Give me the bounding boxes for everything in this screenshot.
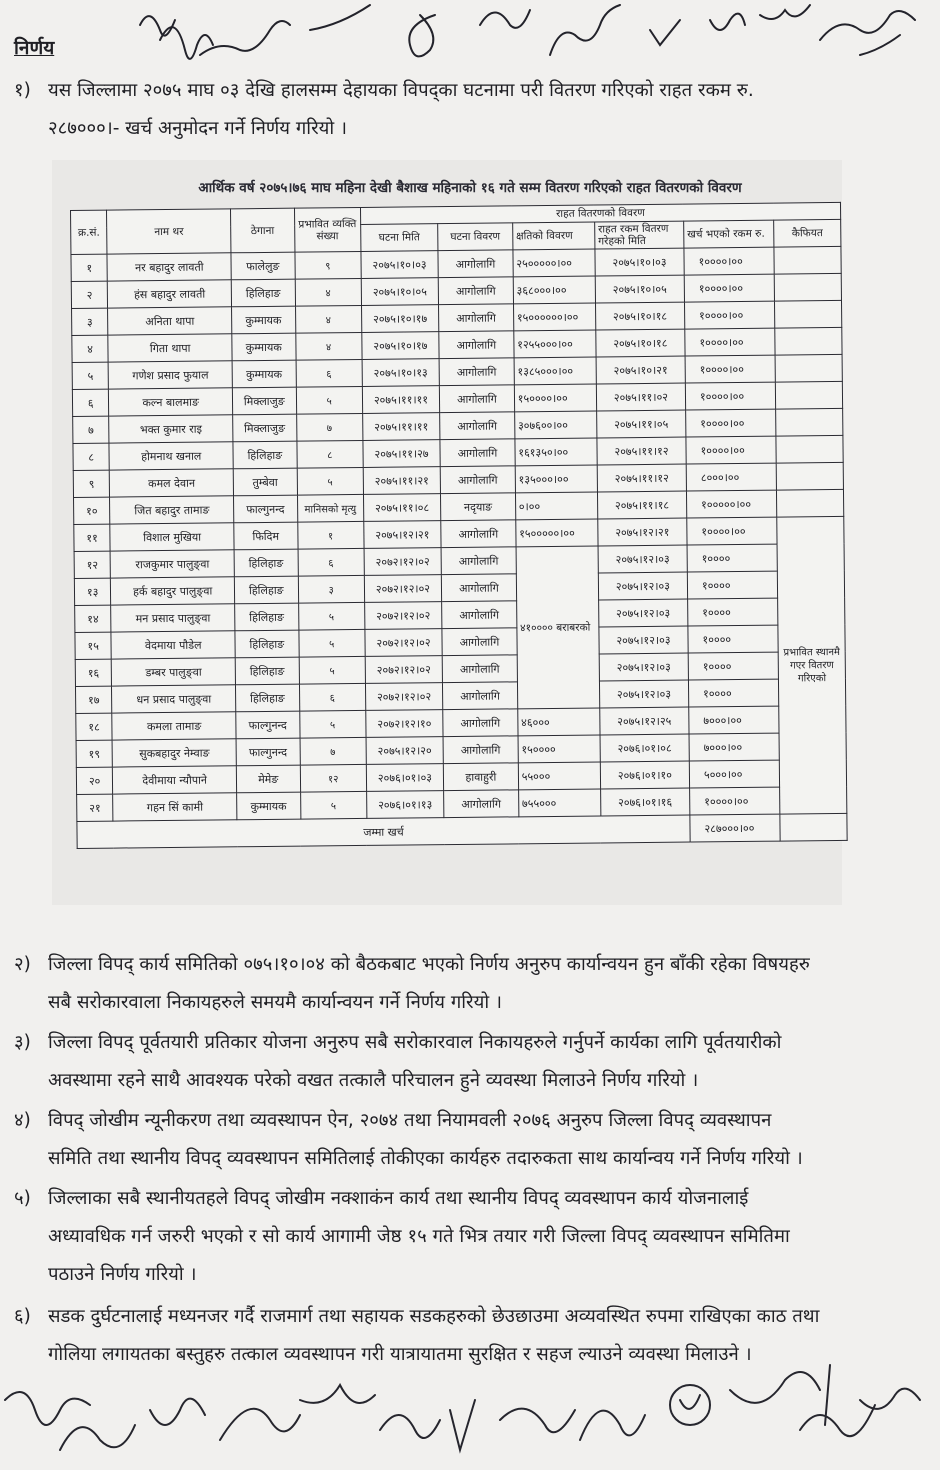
cell-sn: ४	[72, 335, 109, 362]
cell-affected: ४	[295, 305, 362, 333]
cell-event-date: २०७२।१२।०२	[364, 575, 442, 603]
decision-heading: निर्णय	[14, 37, 55, 59]
cell-relief-date: २०७५।११।१२	[597, 464, 686, 492]
table-title: आर्थिक वर्ष २०७५।७६ माघ महिना देखी बैशाख महिनाको १६ गते सम्म वितरण गरिएको राहत वितरणको विवरण	[198, 180, 742, 196]
cell-name: कमला तामाङ	[112, 712, 236, 740]
cell-affected: ५	[298, 602, 365, 630]
paragraph-text: यस जिल्लामा २०७५ माघ ०३ देखि हालसम्म देहायका विपद्का घटनामा परी वितरण गरिएको राहत रकम रु.	[48, 80, 754, 101]
cell-amount: १००००	[688, 652, 778, 680]
paragraph-text: सडक दुर्घटनालाई मध्यनजर गर्दै राजमार्ग तथा सहायक सडकहरुको छेउछाउमा अव्यवस्थित रुपमा राखिएका काठ तथा	[48, 1306, 820, 1327]
paragraph-number: ४)	[14, 1110, 31, 1131]
cell-address: फिदिम	[234, 522, 298, 550]
cell-relief-date: २०७६।०१।०८	[600, 734, 689, 762]
cell-loss: ३०७६००।००	[514, 411, 596, 439]
cell-address: मिक्लाजुङ	[232, 387, 296, 415]
paragraph-number: ५)	[14, 1188, 31, 1209]
top-signatures	[120, 0, 940, 70]
cell-address: हिलिहाङ	[233, 441, 297, 469]
cell-name: डम्बर पालुङ्वा	[112, 658, 236, 686]
cell-loss: १२५५०००।००	[514, 330, 596, 358]
cell-sn: ६	[72, 389, 109, 416]
cell-address: फाल्गुनन्द	[236, 711, 300, 739]
cell-name: अनिता थापा	[108, 307, 232, 335]
cell-relief-date: २०७६।०१।१६	[600, 788, 689, 816]
cell-loss: २५०००००।००	[513, 249, 595, 277]
paragraph-4	[14, 1102, 914, 1178]
cell-remarks	[774, 273, 841, 301]
cell-address: हिलिहाङ	[236, 684, 300, 712]
cell-loss: १५००००००।००	[513, 303, 595, 331]
cell-event-date: २०७२।१२।०२	[364, 602, 442, 630]
paragraph-text: अवस्थामा रहने साथै आवश्यक परेको वखत तत्कालै परिचालन हुने व्यवस्था मिलाउने निर्णय गरियो ।	[48, 1070, 699, 1091]
cell-sn: १३	[74, 578, 111, 605]
cell-amount: ७०००।००	[689, 733, 779, 761]
cell-relief-date: २०७६।०१।१०	[600, 761, 689, 789]
cell-amount: १००००।००	[687, 517, 777, 545]
cell-address: कुम्मायक	[232, 306, 296, 334]
cell-loss: १५०००००।००	[516, 519, 598, 547]
cell-relief-date: २०७५।१२।०३	[599, 653, 688, 681]
cell-sn: ९	[73, 470, 110, 497]
cell-affected: १	[297, 521, 364, 549]
cell-event-type: आगोलागि	[438, 250, 513, 278]
cell-remarks	[777, 489, 844, 517]
cell-event-date: २०७२।१२।१०	[366, 710, 444, 738]
paragraph-text: जिल्ला विपद् पूर्वतयारी प्रतिकार योजना अनुरुप सबै सरोकारवाल निकायहरुले गर्नुपर्ने कार्यका लागि पूर्वतयारीको	[48, 1032, 782, 1053]
cell-affected: ६	[296, 359, 363, 387]
cell-affected: ३	[298, 575, 365, 603]
cell-name: धन प्रसाद पालुङ्वा	[112, 685, 236, 713]
cell-name: वेदमाया पौडेल	[111, 631, 235, 659]
cell-address: हिलिहाङ	[234, 549, 298, 577]
cell-amount: १००००।००	[685, 328, 775, 356]
cell-amount: १००००।००	[686, 436, 776, 464]
cell-remarks-merged: प्रभावित स्थानमै गएर वितरण गरिएको	[777, 516, 847, 814]
paragraph-5	[14, 1180, 914, 1294]
header-amount: खर्च भएको रकम रु.	[684, 220, 774, 248]
cell-remarks	[775, 327, 842, 355]
cell-event-date: २०७५।१०।०५	[361, 278, 439, 306]
cell-event-type: हावाहुरी	[443, 763, 518, 791]
cell-amount: १००००।००	[690, 787, 780, 815]
cell-amount: १००००।००	[686, 409, 776, 437]
cell-event-type: आगोलागि	[440, 412, 515, 440]
cell-sn: १७	[75, 686, 112, 713]
cell-event-date: २०७२।१२।०२	[365, 629, 443, 657]
cell-event-type: आगोलागि	[444, 790, 519, 818]
cell-name: सुकबहादुर नेम्वाङ	[112, 739, 236, 767]
cell-affected: ७	[300, 737, 367, 765]
cell-sn: २	[71, 281, 108, 308]
cell-remarks	[776, 435, 843, 463]
header-address: ठेगाना	[231, 208, 295, 253]
paragraph-text: पठाउने निर्णय गरियो ।	[48, 1264, 197, 1285]
cell-remarks	[776, 408, 843, 436]
cell-relief-date: २०७५।११।०५	[597, 410, 686, 438]
cell-event-date: २०७६।०१।०३	[366, 764, 444, 792]
header-sn: क्र.सं.	[71, 210, 108, 254]
cell-sn: १४	[75, 605, 112, 632]
cell-sn: ३	[72, 308, 109, 335]
paragraph-text: विपद् जोखीम न्यूनीकरण तथा व्यवस्थापन ऐन, २०७४ तथा नियामवली २०७६ अनुरुप जिल्ला विपद् व्यवस्थापन	[48, 1110, 772, 1131]
paragraph-number: ३)	[14, 1032, 31, 1053]
cell-amount: १००००	[688, 625, 778, 653]
cell-address: कुम्मायक	[237, 792, 301, 820]
cell-amount: १००००।००	[685, 355, 775, 383]
cell-event-type: आगोलागि	[443, 736, 518, 764]
cell-sn: १२	[74, 551, 111, 578]
cell-affected: ८	[296, 440, 363, 468]
cell-event-date: २०७५।१०।१७	[361, 305, 439, 333]
header-relief-date: राहत रकम वितरण गरेहको मिति	[595, 221, 684, 249]
cell-affected: मानिसको मृत्यु	[297, 494, 364, 522]
cell-relief-date: २०७५।१०।१८	[595, 302, 684, 330]
cell-relief-date: २०७५।१२।०३	[599, 680, 688, 708]
cell-address: तुम्बेवा	[233, 468, 297, 496]
cell-loss-merged: ४१०००० बराबरको	[516, 546, 600, 709]
cell-affected: ५	[298, 629, 365, 657]
cell-name: गिता थापा	[108, 334, 232, 362]
cell-name: भक्त कुमार राइ	[109, 415, 233, 443]
cell-event-date: २०७५।१२।२१	[364, 521, 442, 549]
cell-name: कल्न बालमाङ	[109, 388, 233, 416]
cell-event-type: आगोलागि	[439, 385, 514, 413]
paragraph-number: २)	[14, 954, 31, 975]
cell-affected: ४	[295, 332, 362, 360]
cell-event-type: आगोलागि	[438, 277, 513, 305]
cell-name: गणेश प्रसाद फुयाल	[108, 361, 232, 389]
table-body	[71, 246, 847, 848]
header-event-date: घटना मिति	[360, 224, 438, 252]
cell-name: जित बहादुर तामाङ	[110, 496, 234, 524]
cell-address: फालेलुङ	[231, 252, 295, 280]
cell-name: हर्क बहादुर पालुङ्वा	[111, 577, 235, 605]
paragraph-text: अध्यावधिक गर्न जरुरी भएको र सो कार्य आगामी जेष्ठ १५ गते भित्र तयार गरी जिल्ला विपद् व्यवस्थापन समितिमा	[48, 1226, 790, 1247]
cell-loss: ०।००	[515, 492, 597, 520]
cell-address: मेमेङ	[236, 765, 300, 793]
cell-event-date: २०७५।१२।२०	[366, 737, 444, 765]
cell-event-date: २०७५।१०।१३	[362, 359, 440, 387]
cell-amount: १००००।००	[684, 247, 774, 275]
cell-loss: ७५५०००	[518, 789, 600, 817]
cell-affected: १२	[300, 764, 367, 792]
cell-affected: ४	[295, 278, 362, 306]
cell-relief-date: २०७५।१०।२१	[596, 356, 685, 384]
cell-amount: ५०००।००	[689, 760, 779, 788]
cell-relief-date: २०७५।१२।०३	[599, 626, 688, 654]
cell-name: नर बहादुर लावती	[107, 253, 231, 281]
cell-affected: ६	[299, 683, 366, 711]
cell-address: कुम्मायक	[232, 360, 296, 388]
cell-address: हिलिहाङ	[235, 603, 299, 631]
cell-address: हिलिहाङ	[234, 576, 298, 604]
cell-amount: १००००	[688, 598, 778, 626]
header-remarks: कैफियत	[774, 219, 841, 247]
cell-name: हंस बहादुर लावती	[108, 280, 232, 308]
cell-amount: १००००	[687, 571, 777, 599]
cell-amount: १००००	[687, 544, 777, 572]
cell-sn: ८	[73, 443, 110, 470]
paragraph-number: ६)	[14, 1306, 31, 1327]
cell-event-date: २०७२।१२।०२	[364, 548, 442, 576]
paragraph-1	[14, 72, 914, 148]
cell-sn: १६	[75, 659, 112, 686]
paragraph-text: सबै सरोकारवाला निकायहरुले समयमै कार्यान्वयन गर्ने निर्णय गरियो ।	[48, 992, 503, 1013]
cell-event-type: आगोलागि	[440, 466, 515, 494]
cell-loss: १३५०००।००	[515, 465, 597, 493]
cell-event-type: आगोलागि	[443, 709, 518, 737]
cell-sn: ११	[74, 524, 111, 551]
cell-event-date: २०७२।१२।०२	[365, 656, 443, 684]
cell-amount: ८०००।००	[686, 463, 776, 491]
cell-sn: ७	[73, 416, 110, 443]
bottom-signatures	[0, 1360, 940, 1470]
cell-sn: २१	[77, 794, 114, 821]
cell-sn: १	[71, 254, 108, 281]
cell-loss: ४६०००	[517, 708, 599, 736]
paragraph-text: २८७०००।- खर्च अनुमोदन गर्ने निर्णय गरियो ।	[48, 118, 348, 139]
cell-relief-date: २०७५।१०।०५	[595, 275, 684, 303]
header-event-type: घटना विवरण	[438, 223, 513, 251]
cell-affected: ७	[296, 413, 363, 441]
cell-amount: १०००००।००	[686, 490, 776, 518]
header-relief-group: राहत वितरणको विवरण	[360, 202, 840, 224]
cell-amount: १००००।००	[684, 301, 774, 329]
cell-loss: १३८५०००।००	[514, 357, 596, 385]
cell-affected: ५	[299, 710, 366, 738]
cell-event-date: २०७५।१०।१७	[362, 332, 440, 360]
cell-address: हिलिहाङ	[235, 630, 299, 658]
cell-loss: ५५०००	[518, 762, 600, 790]
paragraph-number: १)	[14, 80, 31, 101]
cell-relief-date: २०७५।१२।०३	[598, 572, 687, 600]
cell-event-type: आगोलागि	[441, 547, 516, 575]
paragraph-text: जिल्ला विपद् कार्य समितिको ०७५।१०।०४ को बैठकबाट भएको निर्णय अनुरुप कार्यान्वयन हुन बाँकी रहेका विषयहरु	[48, 954, 810, 975]
cell-name: मन प्रसाद पालुङ्वा	[111, 604, 235, 632]
cell-event-type: आगोलागि	[439, 358, 514, 386]
cell-relief-date: २०७५।१०।१८	[596, 329, 685, 357]
cell-amount: १००००	[688, 679, 778, 707]
cell-remarks	[775, 300, 842, 328]
cell-event-date: २०७५।११।२१	[363, 467, 441, 495]
paragraph-2	[14, 946, 914, 1022]
cell-event-date: २०७२।१२।०२	[365, 683, 443, 711]
cell-loss: ३६८०००।००	[513, 276, 595, 304]
cell-affected: ५	[300, 791, 367, 819]
paragraph-text: समिति तथा स्थानीय विपद् व्यवस्थापन समितिलाई तोकीएका कार्यहरु तदारुकता साथ कार्यान्वय गर्ने निर्णय गरियो ।	[48, 1148, 803, 1169]
cell-sn: २०	[76, 767, 113, 794]
cell-event-type: नदृयाङ	[441, 493, 516, 521]
cell-event-type: आगोलागि	[441, 574, 516, 602]
cell-remarks	[775, 381, 842, 409]
cell-address: हिलिहाङ	[231, 279, 295, 307]
cell-amount: १००००।००	[685, 382, 775, 410]
cell-event-date: २०७६।०१।१३	[366, 791, 444, 819]
cell-sn: ५	[72, 362, 109, 389]
relief-distribution-table	[70, 202, 848, 849]
paragraph-text: जिल्लाका सबै स्थानीयतहले विपद् जोखीम नक्शाकंन कार्य तथा स्थानीय विपद् व्यवस्थापन कार्य योजनालाई	[48, 1188, 749, 1209]
cell-name: देवीमाया न्यौपाने	[113, 766, 237, 794]
cell-address: फाल्गुनन्द	[234, 495, 298, 523]
cell-affected: ५	[297, 467, 364, 495]
cell-event-date: २०७५।११।०८	[363, 494, 441, 522]
cell-event-date: २०७५।११।११	[362, 386, 440, 414]
cell-relief-date: २०७५।१२।०३	[598, 545, 687, 573]
cell-affected: ९	[295, 251, 362, 279]
cell-event-type: आगोलागि	[439, 331, 514, 359]
cell-remarks	[774, 246, 841, 274]
header-name: नाम थर	[107, 209, 231, 254]
cell-sn: १०	[74, 497, 111, 524]
total-remarks	[780, 813, 847, 841]
paragraph-3	[14, 1024, 914, 1100]
cell-loss: १५००००।००	[514, 384, 596, 412]
cell-amount: ७०००।००	[689, 706, 779, 734]
cell-relief-date: २०७५।११।१८	[597, 491, 686, 519]
header-affected: प्रभावित व्यक्ति संख्या	[294, 207, 361, 252]
cell-loss: १५००००	[518, 735, 600, 763]
cell-event-type: आगोलागि	[440, 439, 515, 467]
cell-address: मिक्लाजुङ	[233, 414, 297, 442]
cell-sn: १५	[75, 632, 112, 659]
total-amount: २८७०००।००	[690, 814, 780, 842]
cell-event-type: आगोलागि	[441, 520, 516, 548]
paragraph-text: गोलिया लगायतका बस्तुहरु तत्काल व्यवस्थापन गरी यात्रायातमा सुरक्षित र सहज ल्याउने व्यवस्था मिलाउने ।	[48, 1344, 752, 1365]
cell-name: होमनाथ खनाल	[109, 442, 233, 470]
cell-event-type: आगोलागि	[442, 601, 517, 629]
cell-address: हिलिहाङ	[235, 657, 299, 685]
cell-event-type: आगोलागि	[439, 304, 514, 332]
cell-relief-date: २०७५।१२।२१	[598, 518, 687, 546]
header-loss: क्षतिको विवरण	[512, 222, 594, 250]
cell-event-date: २०७५।११।२७	[363, 440, 441, 468]
cell-name: राजकुमार पालुङ्वा	[110, 550, 234, 578]
cell-name: कमल देवान	[110, 469, 234, 497]
cell-sn: १८	[76, 713, 113, 740]
cell-relief-date: २०७५।१२।०३	[598, 599, 687, 627]
cell-relief-date: २०७५।११।१२	[597, 437, 686, 465]
cell-relief-date: २०७५।११।०२	[596, 383, 685, 411]
cell-sn: १९	[76, 740, 113, 767]
cell-amount: १००००।००	[684, 274, 774, 302]
cell-remarks	[776, 462, 843, 490]
cell-event-date: २०७५।१०।०३	[361, 251, 439, 279]
cell-affected: ६	[298, 548, 365, 576]
cell-name: विशाल मुखिया	[110, 523, 234, 551]
cell-name: गहन सिं कामी	[113, 793, 237, 821]
cell-loss: १६१३५०।००	[515, 438, 597, 466]
total-label: जम्मा खर्च	[77, 815, 690, 848]
cell-event-type: आगोलागि	[442, 655, 517, 683]
cell-relief-date: २०७५।१०।०३	[595, 248, 684, 276]
cell-affected: ५	[296, 386, 363, 414]
cell-relief-date: २०७५।१२।२५	[600, 707, 689, 735]
cell-affected: ५	[299, 656, 366, 684]
cell-event-date: २०७५।११।११	[362, 413, 440, 441]
cell-address: कुम्मायक	[232, 333, 296, 361]
cell-event-type: आगोलागि	[443, 682, 518, 710]
cell-event-type: आगोलागि	[442, 628, 517, 656]
cell-remarks	[775, 354, 842, 382]
cell-address: फाल्गुनन्द	[236, 738, 300, 766]
